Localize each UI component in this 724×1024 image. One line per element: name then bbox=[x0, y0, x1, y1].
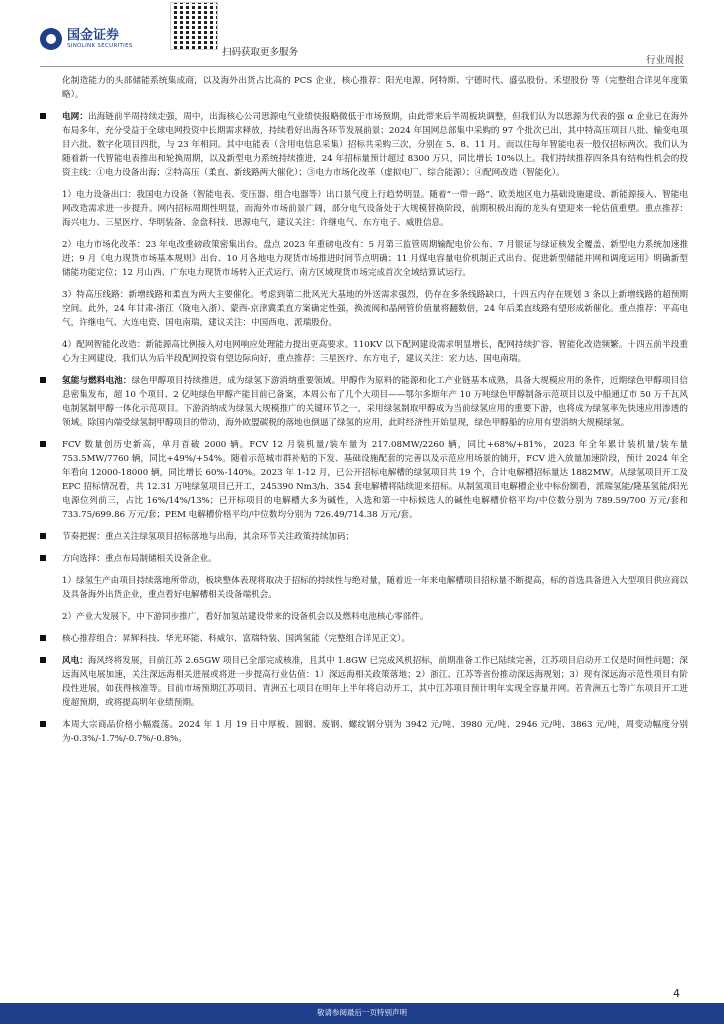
paragraph-text: 海风终将发展，目前江苏 2.65GW 项目已全部完成核准，且其中 1.8GW 已完成风机招标，前期准备工作已陆续完善，江苏项目启动开工仅是时间性问题；深远海风电展加速，关注深远海相关进展或将进一步提高行业估值：1）深远海相关政策落地；2）浙江、江苏等省份推动深远海规划；3）现有深远海示范性项目有阶段性进展，如获得核准等。目前市场预期江苏项目、青洲五七项目在明年上半年将启动开工，其中江苏项目预计明年实现全容量并网。若青洲五七等广东项目开工进度超预期，或将提高明年业绩预期。 bbox=[62, 656, 688, 708]
brand-name-en: SINOLINK SECURITIES bbox=[67, 42, 133, 49]
body-paragraph bbox=[40, 238, 688, 280]
square-bullet-icon bbox=[40, 721, 46, 727]
square-bullet-icon bbox=[40, 113, 46, 119]
square-bullet-icon bbox=[40, 533, 46, 539]
paragraph-text: 2）产业大发展下，中下游同步推广，看好加氢站建设带来的设备机会以及燃料电池核心零部件。 bbox=[62, 612, 429, 622]
header-divider bbox=[40, 66, 684, 67]
paragraph-text: 节奏把握：重点关注绿氢项目招标落地与出海，其余环节关注政策持续加码； bbox=[62, 532, 355, 542]
qr-code-label: 扫码获取更多服务 bbox=[222, 47, 299, 58]
footer-disclaimer: 敬请参阅最后一页特别声明 bbox=[317, 1008, 407, 1017]
paragraph-text: 化制造能力的头部储能系统集成商，以及海外出货占比高的 PCS 企业，核心推荐：阳光电源、阿特斯、宁德时代、盛弘股份、禾望股份 等（完整组合详见年度策略）。 bbox=[62, 76, 688, 100]
page-number: 4 bbox=[673, 987, 680, 1000]
bullet-paragraph bbox=[40, 530, 688, 544]
report-type-label: 行业周报 bbox=[645, 55, 684, 66]
paragraph-text: 绿色甲醇项目持续推进，成为绿氢下游消纳重要领域。甲醇作为原料的能源和化工产业链基本成熟，具备大规模应用的条件，近期绿色甲醇项目信息密集发布，超 10 个项目、2 亿吨绿色甲醇产能目前已备案，本周公布了几个大项目——鄂尔多斯年产 10 万吨绿色甲醇制备示范项目以及中船通辽市 50 万千瓦风电制氢制甲醇一体化示范项目。下游消纳成为绿氢大规模推广的关键环节之一，采用绿氢制取甲醇成为当前绿氢应用的重要下游，也将成为绿氢率先快速应用渗透的领域。除国内端受绿氢制甲醇项目的带动，海外欧盟碳税的落地也倒逼了绿氢的应用，此时经济性开始显现，绿色甲醇船的应用有望消纳大规模绿氢。 bbox=[62, 376, 688, 428]
square-bullet-icon bbox=[40, 635, 46, 641]
brand-logo bbox=[40, 28, 133, 50]
paragraph-text: 核心推荐组合：昇辉科技、华光环能、科威尔、富瑞特装、国鸿氢能（完整组合详见正文）。 bbox=[62, 634, 411, 644]
body-paragraph bbox=[40, 610, 688, 624]
paragraph-text: 1）绿氢生产由项目持续落地所带动，板块整体表现将取决于招标的持续性与绝对量，随着近一年来电解槽项目招标量不断提高，标的首选具备进入大型项目供应商以及具备海外出货企业，重点看好电解槽相关设备端机会。 bbox=[62, 576, 688, 600]
qr-code-icon[interactable] bbox=[170, 2, 218, 50]
brand-name-cn: 国金证券 bbox=[67, 27, 120, 43]
body-paragraph bbox=[40, 74, 688, 102]
bullet-paragraph bbox=[40, 438, 688, 522]
paragraph-heading: 氢能与燃料电池： bbox=[62, 376, 132, 386]
page-header bbox=[0, 0, 724, 66]
paragraph-text: 方向选择：重点布局制储相关设备企业。 bbox=[62, 554, 217, 564]
paragraph-heading: 风电： bbox=[62, 656, 88, 666]
paragraph-text: 出海链前半周持续走强，周中，出海核心公司思源电气业绩快报略微低于市场预期，由此带来后半周板块调整，但我们认为以思源为代表的强 α 企业已在海外布局多年，充分受益于全球电网投资中长期需求释放，持续看好出海各环节发展前景；2024 年国网总部集中采购的 97 个批次已出，其中特高压项目八批、输变电项目六批、数字化项目四批，与 23 年相同。其中电能表（含用电信息采集）招标共采购三次，分别在 5、8、11 月。而以往每年智能电表一般仅招标两次。我们认为随着新一代智能电表推出和轮换周期，以及新型电力系统持续推进，24 年招标量预计超过 8300 万只，同比增长 10%以上。我们持续推荐四条具有结构性机会的投资主线：①电力设备出海；②特高压（柔直、新线路两大催化）；③电力市场化改革（虚拟电厂、综合能源）；④配网改造（智能化）。 bbox=[62, 112, 688, 178]
body-paragraph bbox=[40, 188, 688, 230]
bullet-paragraph bbox=[40, 374, 688, 430]
body-paragraph bbox=[40, 288, 688, 330]
brand-name bbox=[67, 29, 133, 50]
square-bullet-icon bbox=[40, 555, 46, 561]
body-paragraph bbox=[40, 574, 688, 602]
bullet-paragraph bbox=[40, 552, 688, 566]
square-bullet-icon bbox=[40, 377, 46, 383]
square-bullet-icon bbox=[40, 441, 46, 447]
body-paragraph bbox=[40, 338, 688, 366]
report-body bbox=[40, 74, 688, 754]
paragraph-text: 本周大宗商品价格小幅震荡。2024 年 1 月 19 日中厚板、圆钢、废钢、螺纹钢分别为 3942 元/吨、3980 元/吨、2946 元/吨、3863 元/吨，周变动幅度分别为-0.3%/-1.7%/-0.7%/-0.8%。 bbox=[62, 720, 688, 744]
paragraph-text: FCV 数量创历史新高，单月首破 2000 辆。FCV 12 月装机量/装车量为 217.08MW/2260 辆，同比+68%/+81%，2023 年全年累计装机量/装车量 753.5MW/7760 辆，同比+49%/+54%。随着示范城市群补贴的下发、基础设施配套的完善以及示范应用场景的铺开，FCV 进入放量加速阶段，预计 2024 年全年看向 12000-18000 辆，同比增长 60%-140%。2023 年 1-12 月，已公开招标电解槽的绿氢项目共 19 个，合计电解槽招标量达 1882MW。从绿氢项目开工及 EPC 招标情况看，共 12.31 万吨绿氢项目已开工，245390 Nm3/h、354 套电解槽将陆续迎来招标。从制氢项目电解槽企业中标份额看，派瑞氢能/隆基氢能/阳光电源位列前三，占比 16%/14%/13%；已开标项目的电解槽大多为碱性，入选和第一中标候选人的碱性电解槽价格平均/中位数分别为 789.59/700 万元/套和 733.75/699.86 万元/套；PEM 电解槽价格平均/中位数均分别为 726.49/714.38 万元/套。 bbox=[62, 440, 688, 520]
bullet-paragraph bbox=[40, 110, 688, 180]
square-bullet-icon bbox=[40, 657, 46, 663]
paragraph-text: 2）电力市场化改革：23 年电改重磅政策密集出台。盘点 2023 年重磅电改有：5 月第三监管周期输配电价公布、7 月银证与绿证核发全覆盖、新型电力系统加速推进；9 月《电力现货市场基本规则》出台、10 月各地电力现货市场推进时间节点明确；11 月煤电容量电价机制正式出台、促进新型储能并网和调度运用》明确新型储能功能定位；12 月山西、广东电力现货市场转入正式运行、南方区域现货市场完成首次全域结算试运行。 bbox=[62, 240, 688, 278]
brand-logo-icon bbox=[40, 28, 62, 50]
paragraph-text: 3）特高压线路：新增线路和柔直为两大主要催化。考虑到第二批风光大基地的外送需求强烈，仍存在多条线路缺口，十四五内存在规划 3 条以上新增线路的超预期空间。此外，24 年甘肃-浙江（陇电入浙）、蒙西-京津冀柔直方案确定性强，换流阀和晶闸管价值量将翻数倍，24 年后柔直线路有望形成新催化。重点推荐：平高电气，许继电气、大连电瓷、国电南瑞，建议关注：中国西电、派瑞股份。 bbox=[62, 290, 688, 328]
paragraph-heading: 电网： bbox=[62, 112, 88, 122]
bullet-paragraph bbox=[40, 654, 688, 710]
bullet-paragraph bbox=[40, 718, 688, 746]
paragraph-text: 4）配网智能化改造：新能源高比例接入对电网响应处理能力提出更高要求。110KV 以下配网建设需求明显增长，配网持续扩容、智能化改造频繁。十四五前半段重心为主网建设，我们认为后半段配网投资有望边际向好，重点推荐：三星医疗、东方电子，建议关注：宏力达、国电南瑞。 bbox=[62, 340, 688, 364]
bullet-paragraph bbox=[40, 632, 688, 646]
paragraph-text: 1）电力设备出口：我国电力设备（智能电表、变压器、组合电器等）出口景气度上行趋势明显。随着“一带一路”、欧美地区电力基础设施建设、新能源接入、智能电网改造需求进一步提升。网内招标周期性明显，而海外市场前景广阔，部分电气设备处于大规模替换阶段，前期积极出海的龙头有望迎来一轮估值重塑。重点推荐：海兴电力、三星医疗、华明装备、金盘科技、思源电气，建议关注：许继电气、东方电子、威胜信息。 bbox=[62, 190, 688, 228]
